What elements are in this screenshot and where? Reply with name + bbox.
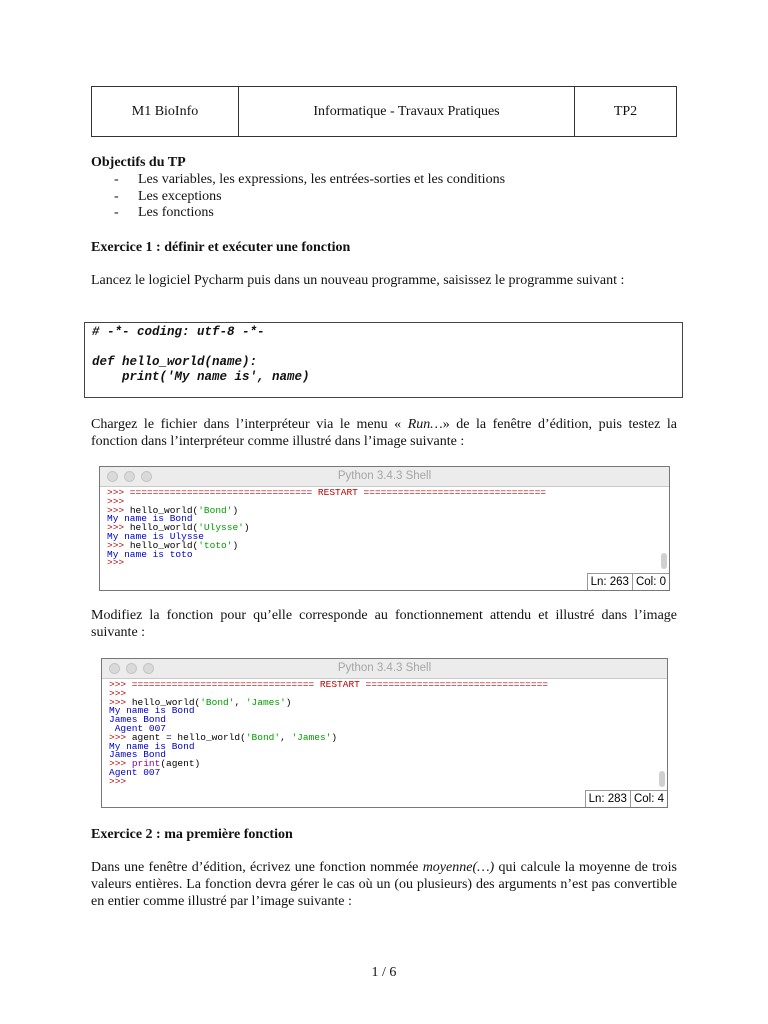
line-indicator: Ln: 283 [585, 790, 630, 807]
shell-title: Python 3.4.3 Shell [337, 470, 432, 482]
close-dot[interactable] [109, 663, 120, 674]
scrollbar-thumb[interactable] [659, 771, 665, 787]
exercise1-title: Exercice 1 : définir et exécuter une fonction [91, 240, 351, 255]
shell-output[interactable]: >>> ================================ RESTART ================================ >>> >>> hello_world('Bond', 'James') My name is Bond James Bond Agent 007 >>> agent = hello_world('Bond', 'James') My name is Bond James Bond >>> print(agent) Agent 007 >>> [109, 679, 548, 787]
shell-output[interactable]: >>> ================================ RESTART ================================ >>> >>> hello_world('Bond') My name is Bond >>> hello_world('Ulysse') My name is Ulysse >>> hello_world('toto') My name is toto >>> [107, 487, 546, 569]
zoom-dot[interactable] [143, 663, 154, 674]
page-number: 1 / 6 [371, 965, 397, 980]
header-course: M1 BioInfo [92, 87, 239, 136]
status-bar [585, 790, 667, 807]
header-table [91, 86, 677, 137]
python-shell-window-2 [101, 658, 668, 808]
code-block: # -*- coding: utf-8 -*- def hello_world(name): print('My name is', name) [84, 322, 683, 398]
scrollbar-thumb[interactable] [661, 553, 667, 569]
status-bar [587, 573, 669, 590]
line-indicator: Ln: 263 [587, 573, 632, 590]
header-tp-number: TP2 [613, 103, 638, 119]
objectives-title: Objectifs du TP [91, 155, 186, 170]
close-dot[interactable] [107, 471, 118, 482]
minimize-dot[interactable] [126, 663, 137, 674]
shell-titlebar [102, 659, 667, 679]
list-item: - Les fonctions [114, 205, 214, 220]
header-subject: Informatique - Travaux Pratiques [239, 87, 575, 136]
zoom-dot[interactable] [141, 471, 152, 482]
exercise1-intro: Lancez le logiciel Pycharm puis dans un nouveau programme, saisissez le programme suivant : [91, 273, 625, 288]
python-shell-window-1 [99, 466, 670, 591]
exercise2-text: Dans une fenêtre d’édition, écrivez une fonction nommée moyenne(…) qui calcule la moyenne de trois valeurs entières. La fonction devra gérer le cas où un (ou plusieurs) des arguments n’est pas convertible en entier comme illustré par l’image suivante : [91, 860, 677, 909]
shell-titlebar [100, 467, 669, 487]
shell-title: Python 3.4.3 Shell [337, 662, 432, 674]
list-item: - Les variables, les expressions, les entrées-sorties et les conditions [114, 172, 506, 187]
list-item: - Les exceptions [114, 188, 222, 204]
column-indicator: Col: 0 [632, 573, 669, 590]
exercise1-modify-instructions: Modifiez la fonction pour qu’elle corresponde au fonctionnement attendu et illustré dans l’image suivante : [91, 608, 677, 640]
objectives-list [114, 172, 505, 222]
minimize-dot[interactable] [124, 471, 135, 482]
exercise2-title: Exercice 2 : ma première fonction [91, 827, 293, 842]
column-indicator: Col: 4 [630, 790, 667, 807]
exercise1-load-instructions: Chargez le fichier dans l’interpréteur via le menu « Run…» de la fenêtre d’édition, puis testez la fonction dans l’interpréteur comme illustré dans l’image suivante : [91, 417, 677, 449]
